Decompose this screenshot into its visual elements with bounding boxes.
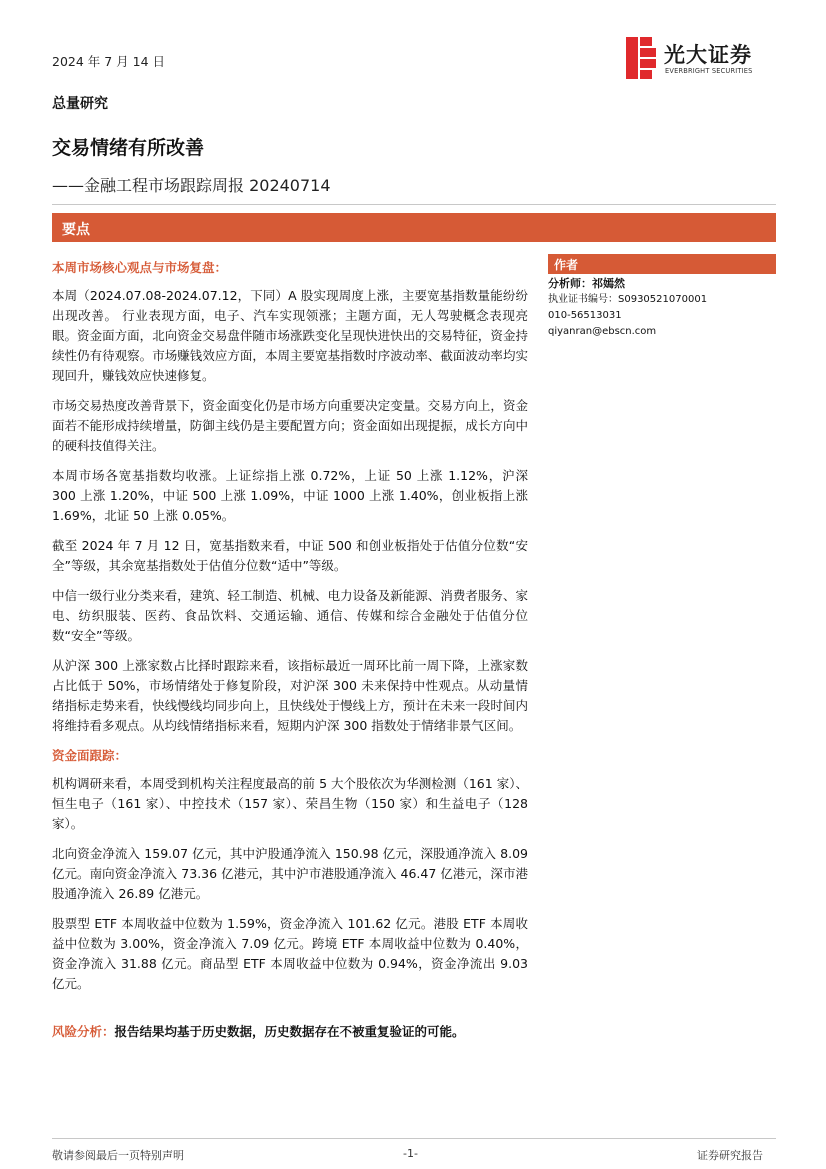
license-number: 执业证书编号：S0930521070001	[548, 294, 708, 305]
paragraph: 从沪深 300 上涨家数占比择时跟踪来看，该指标最近一周环比前一周下降，上涨家数占比低于 50%，市场情绪处于修复阶段，对沪深 300 未来保持中性观点。从动量情绪指标走势来看，快线慢线均同步向上，且快线处于慢线上方，预计在未来一段时间内将维持看多观点。从均线情绪指标来看，短期内沪深 300 指数处于情绪非景气区间。	[52, 658, 528, 733]
section-title-funds: 资金面跟踪：	[52, 748, 128, 763]
email-address: qiyanran@ebscn.com	[548, 326, 657, 337]
author-bar	[548, 254, 776, 274]
company-logo	[626, 37, 776, 81]
risk-text: 报告结果均基于历史数据，历史数据存在不被重复验证的可能。	[114, 1024, 465, 1039]
logo-chinese-name: 光大证券	[664, 43, 752, 67]
report-title: 交易情绪有所改善	[52, 137, 205, 159]
footer-report-type: 证券研究报告	[697, 1149, 763, 1162]
paragraph: 中信一级行业分类来看，建筑、轻工制造、机械、电力设备及新能源、消费者服务、家电、纺织服装、医药、食品饮料、交通运输、通信、传媒和综合金融处于估值分位数“安全”等级。	[52, 588, 528, 643]
report-date: 2024 年 7 月 14 日	[52, 54, 166, 69]
logo-english-name: EVERBRIGHT SECURITIES	[665, 67, 753, 75]
author-info	[548, 276, 776, 340]
risk-label: 风险分析：	[52, 1024, 115, 1039]
paragraph: 北向资金净流入 159.07 亿元，其中沪股通净流入 150.98 亿元，深股通净流入 8.09 亿元。南向资金净流入 73.36 亿港元，其中沪市港股通净流入 46.47 亿港元，深市港股通净流入 26.89 亿港元。	[52, 846, 528, 901]
paragraph: 截至 2024 年 7 月 12 日，宽基指数来看，中证 500 和创业板指处于估值分位数“安全”等级，其余宽基指数处于估值分位数“适中”等级。	[52, 538, 528, 573]
report-category: 总量研究	[52, 96, 108, 112]
section-title-market: 本周市场核心观点与市场复盘：	[52, 260, 228, 275]
page-number: -1-	[403, 1147, 418, 1160]
paragraph: 本周市场各宽基指数均收涨。上证综指上涨 0.72%，上证 50 上涨 1.12%，沪深 300 上涨 1.20%，中证 500 上涨 1.09%，中证 1000 上涨 1.40%，创业板指上涨 1.69%，北证 50 上涨 0.05%。	[52, 468, 528, 523]
paragraph: 本周（2024.07.08-2024.07.12，下同）A 股实现周度上涨，主要宽基指数量能纷纷出现改善。 行业表现方面，电子、汽车实现领涨；主题方面，无人驾驶概念表现亮眼。资金面方面，北向资金交易盘伴随市场涨跌变化呈现快进快出的交易特征，资金持续性仍有待观察。市场赚钱效应方面，本周主要宽基指数时序波动率、截面波动率均实现回升，赚钱效应快速修复。	[52, 288, 528, 383]
author-sidebar	[548, 254, 776, 340]
paragraph: 市场交易热度改善背景下，资金面变化仍是市场方向重要决定变量。交易方向上，资金面若不能形成持续增量，防御主线仍是主要配置方向；资金面如出现提振，成长方向中的硬科技值得关注。	[52, 398, 528, 453]
header-divider	[52, 204, 776, 205]
footer-disclaimer: 敬请参阅最后一页特别声明	[52, 1149, 184, 1162]
key-points-label: 要点	[62, 222, 90, 238]
report-subtitle: ——金融工程市场跟踪周报 20240714	[52, 176, 331, 195]
paragraph: 股票型 ETF 本周收益中位数为 1.59%，资金净流入 101.62 亿元。港股 ETF 本周收益中位数为 3.00%，资金净流入 7.09 亿元。跨境 ETF 本周收益中位数为 0.40%，资金净流入 31.88 亿元。商品型 ETF 本周收益中位数为 0.94%，资金净流出 9.03 亿元。	[52, 916, 528, 991]
everbright-logo-icon	[626, 37, 656, 79]
phone-number: 010-56513031	[548, 310, 622, 321]
main-content	[52, 258, 528, 1052]
analyst-name: 分析师：祁嫣然	[548, 277, 625, 290]
risk-analysis	[52, 1022, 528, 1042]
author-label: 作者	[554, 258, 579, 272]
key-points-bar	[52, 213, 776, 242]
footer-divider	[52, 1138, 776, 1139]
paragraph: 机构调研来看，本周受到机构关注程度最高的前 5 大个股依次为华测检测（161 家）、恒生电子（161 家）、中控技术（157 家）、荣昌生物（150 家）和生益电子（128 家）。	[52, 776, 528, 831]
